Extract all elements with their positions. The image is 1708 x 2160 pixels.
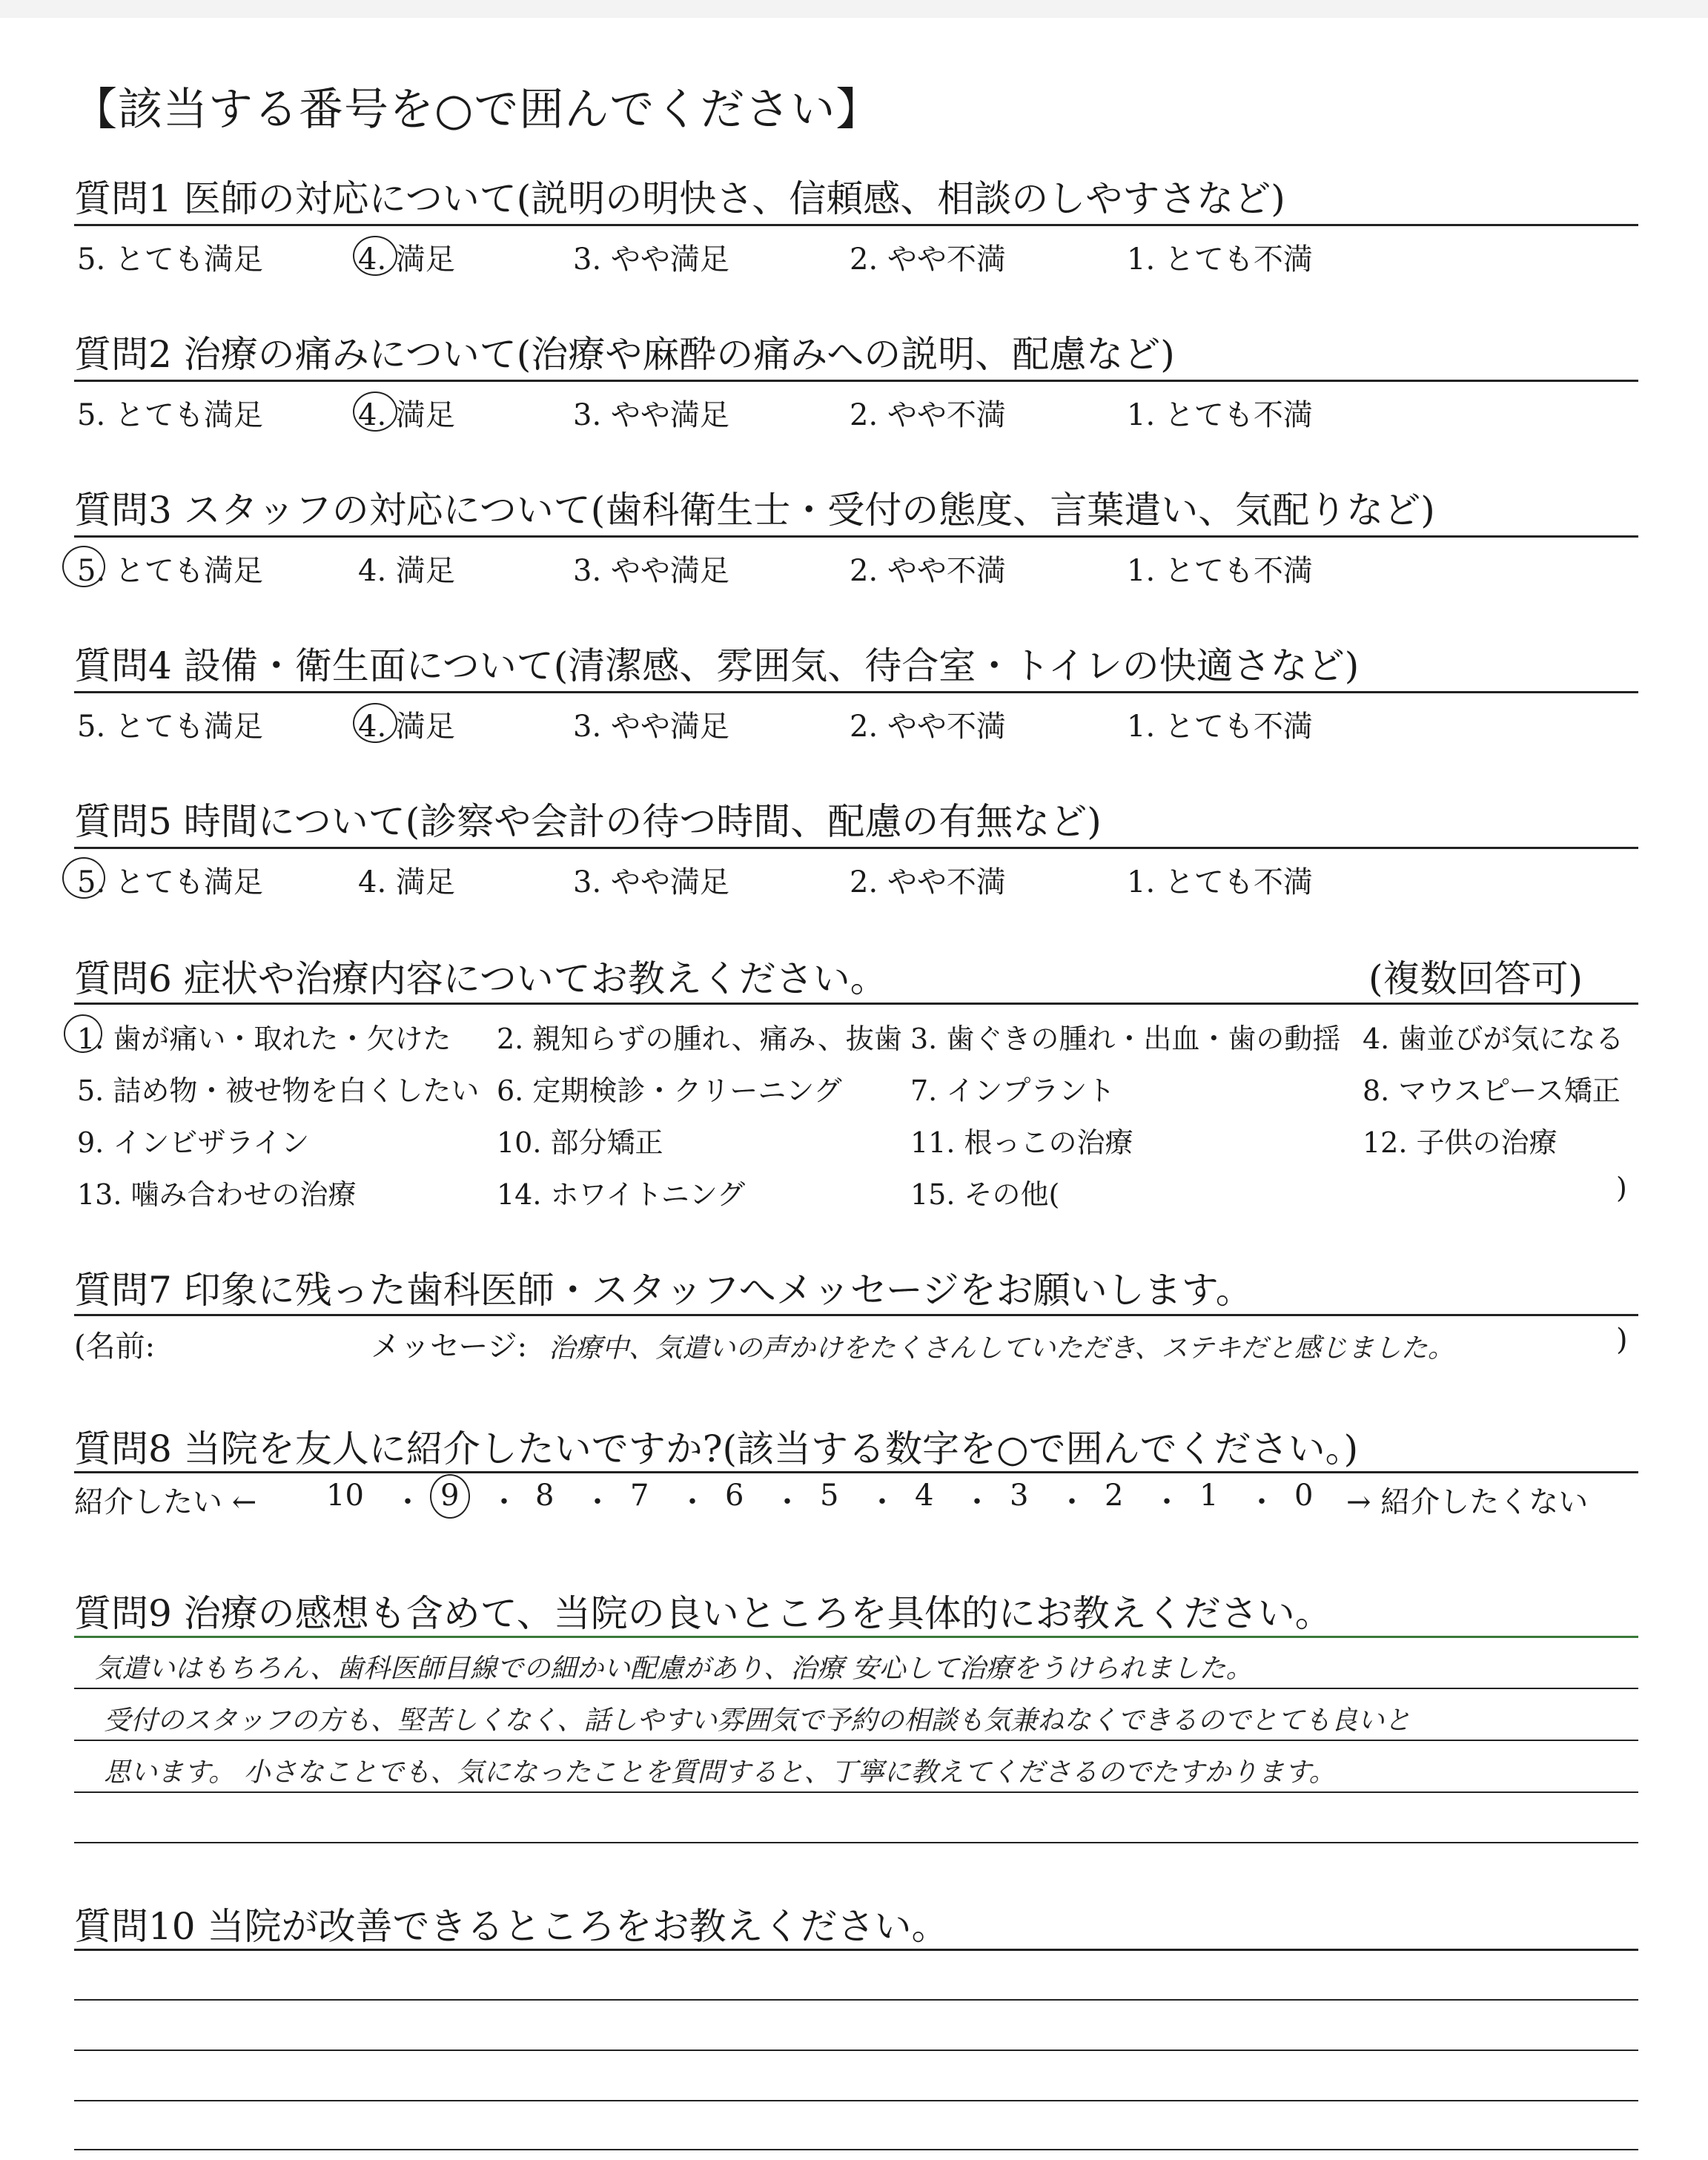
- q9-answer-line-2: 受付のスタッフの方も、堅苦しくなく、話しやすい雰囲気で予約の相談も気兼ねなくできるのでとても良いと: [104, 1705, 1411, 1736]
- q8-dot: ・: [1057, 1485, 1087, 1519]
- q8-dot: ・: [772, 1485, 802, 1519]
- question-4-rule: [74, 691, 1638, 693]
- q6-option-13[interactable]: 13. 噛み合わせの治療: [77, 1178, 357, 1211]
- q2-option-4[interactable]: 4. 満足: [358, 398, 455, 432]
- question-7-title: 質問7 印象に残った歯科医師・スタッフへメッセージをお願いします。: [74, 1269, 1253, 1312]
- q1-selection-circle: [353, 236, 397, 276]
- q6-selection-circle: [64, 1014, 102, 1053]
- q6-option-14[interactable]: 14. ホワイトニング: [497, 1178, 746, 1211]
- q3-option-1[interactable]: 1. とても不満: [1127, 554, 1313, 588]
- q5-option-1[interactable]: 1. とても不満: [1127, 865, 1313, 899]
- q3-option-4[interactable]: 4. 満足: [358, 554, 455, 588]
- q1-option-1[interactable]: 1. とても不満: [1127, 242, 1313, 277]
- q7-message-label: メッセージ:: [371, 1330, 528, 1364]
- q4-option-3[interactable]: 3. やや満足: [573, 710, 729, 744]
- q10-writing-line: [74, 2100, 1638, 2101]
- q1-option-3[interactable]: 3. やや満足: [573, 242, 729, 277]
- question-5-title: 質問5 時間について(診察や会計の待つ時間、配慮の有無など): [74, 800, 1102, 843]
- q6-option-11[interactable]: 11. 根っこの治療: [910, 1126, 1133, 1159]
- q8-dot: ・: [678, 1485, 707, 1519]
- question-6-note: (複数回答可): [1368, 957, 1583, 1000]
- q4-selection-circle: [353, 703, 397, 743]
- question-10-rule: [74, 1949, 1638, 1951]
- q8-value-4[interactable]: 4: [915, 1479, 934, 1513]
- q9-writing-line: [74, 1842, 1638, 1843]
- q3-option-3[interactable]: 3. やや満足: [573, 554, 729, 588]
- q6-option-12[interactable]: 12. 子供の治療: [1363, 1126, 1558, 1159]
- q6-option-15[interactable]: 15. その他(: [910, 1178, 1060, 1211]
- q10-writing-line: [74, 2149, 1638, 2150]
- q8-value-10[interactable]: 10: [326, 1479, 364, 1513]
- q8-dot: ・: [867, 1485, 897, 1519]
- q6-option-9[interactable]: 9. インビザライン: [77, 1126, 310, 1159]
- question-8-rule: [74, 1471, 1638, 1473]
- q8-right-label: → 紹介したくない: [1346, 1485, 1589, 1519]
- q6-option-6[interactable]: 6. 定期検診・クリーニング: [497, 1074, 842, 1107]
- q6-option-7[interactable]: 7. インプラント: [910, 1074, 1116, 1107]
- q4-option-4[interactable]: 4. 満足: [358, 710, 455, 744]
- q8-value-5[interactable]: 5: [820, 1479, 839, 1513]
- q3-option-2[interactable]: 2. やや不満: [850, 554, 1006, 588]
- q8-dot: ・: [1247, 1485, 1277, 1519]
- q2-option-2[interactable]: 2. やや不満: [850, 398, 1006, 432]
- q6-option-4[interactable]: 4. 歯並びが気になる: [1363, 1023, 1624, 1055]
- q7-close-paren: ): [1616, 1323, 1628, 1357]
- q7-name-label: (名前:: [74, 1330, 156, 1364]
- q3-option-5[interactable]: 5. とても満足: [77, 554, 263, 588]
- q8-value-2[interactable]: 2: [1105, 1479, 1124, 1513]
- q6-option-15-close: ): [1616, 1172, 1627, 1204]
- question-3-title: 質問3 スタッフの対応について(歯科衛生士・受付の態度、言葉遣い、気配りなど): [74, 489, 1435, 532]
- question-6-title: 質問6 症状や治療内容についてお教えください。: [74, 957, 887, 1000]
- question-3-rule: [74, 535, 1638, 538]
- q10-writing-line: [74, 2050, 1638, 2051]
- question-8-title: 質問8 当院を友人に紹介したいですか?(該当する数字を○で囲んでください。): [74, 1427, 1359, 1470]
- page-title: 【該当する番号を○で囲んでください】: [73, 84, 881, 136]
- q8-dot: ・: [393, 1485, 423, 1519]
- q4-option-5[interactable]: 5. とても満足: [77, 710, 263, 744]
- q8-value-6[interactable]: 6: [725, 1479, 744, 1513]
- q6-option-2[interactable]: 2. 親知らずの腫れ、痛み、抜歯: [497, 1023, 902, 1055]
- q8-value-8[interactable]: 8: [535, 1479, 555, 1513]
- question-2-title: 質問2 治療の痛みについて(治療や麻酔の痛みへの説明、配慮など): [74, 333, 1175, 376]
- q4-option-2[interactable]: 2. やや不満: [850, 710, 1006, 744]
- q9-answer-line-3: 思います。 小さなことでも、気になったことを質問すると、丁寧に教えてくださるのでたすかります。: [104, 1757, 1336, 1788]
- q8-dot: ・: [962, 1485, 992, 1519]
- q6-option-5[interactable]: 5. 詰め物・被せ物を白くしたい: [77, 1074, 480, 1107]
- q8-dot: ・: [583, 1485, 612, 1519]
- question-5-rule: [74, 847, 1638, 849]
- q9-writing-line: [74, 1791, 1638, 1793]
- question-4-title: 質問4 設備・衛生面について(清潔感、雰囲気、待合室・トイレの快適さなど): [74, 644, 1360, 687]
- q10-writing-line: [74, 1999, 1638, 2001]
- q8-selection-circle: [430, 1474, 470, 1519]
- question-9-title: 質問9 治療の感想も含めて、当院の良いところを具体的にお教えください。: [74, 1592, 1332, 1635]
- q8-value-7[interactable]: 7: [630, 1479, 649, 1513]
- q6-option-8[interactable]: 8. マウスピース矯正: [1363, 1074, 1621, 1107]
- question-2-rule: [74, 380, 1638, 382]
- q5-option-3[interactable]: 3. やや満足: [573, 865, 729, 899]
- q5-option-4[interactable]: 4. 満足: [358, 865, 455, 899]
- q2-option-5[interactable]: 5. とても満足: [77, 398, 263, 432]
- q9-answer-line-1: 気遣いはもちろん、歯科医師目線での細かい配慮があり、治療 安心して治療をうけられました。: [95, 1654, 1253, 1684]
- q6-option-3[interactable]: 3. 歯ぐきの腫れ・出血・歯の動揺: [910, 1023, 1341, 1055]
- q8-value-9[interactable]: 9: [440, 1479, 460, 1513]
- q8-value-3[interactable]: 3: [1010, 1479, 1029, 1513]
- q1-option-5[interactable]: 5. とても満足: [77, 242, 263, 277]
- question-10-title: 質問10 当院が改善できるところをお教えください。: [74, 1905, 949, 1948]
- q5-option-5[interactable]: 5. とても満足: [77, 865, 263, 899]
- q8-value-1[interactable]: 1: [1199, 1479, 1219, 1513]
- q2-option-1[interactable]: 1. とても不満: [1127, 398, 1313, 432]
- q5-option-2[interactable]: 2. やや不満: [850, 865, 1006, 899]
- question-6-rule: [74, 1003, 1638, 1005]
- q8-left-label: 紹介したい ←: [74, 1485, 257, 1519]
- top-band: [0, 0, 1708, 18]
- q1-option-2[interactable]: 2. やや不満: [850, 242, 1006, 277]
- question-9-rule: [74, 1636, 1638, 1638]
- question-1-title: 質問1 医師の対応について(説明の明快さ、信頼感、相談のしやすさなど): [74, 177, 1285, 220]
- q2-selection-circle: [353, 392, 397, 432]
- q1-option-4[interactable]: 4. 満足: [358, 242, 455, 277]
- q7-message-handwritten: 治療中、気遣いの声かけをたくさんしていただき、ステキだと感じました。: [549, 1333, 1454, 1364]
- q8-dot: ・: [1152, 1485, 1182, 1519]
- q6-option-10[interactable]: 10. 部分矯正: [497, 1126, 663, 1159]
- q2-option-3[interactable]: 3. やや満足: [573, 398, 729, 432]
- q4-option-1[interactable]: 1. とても不満: [1127, 710, 1313, 744]
- q5-selection-circle: [62, 857, 105, 899]
- q3-selection-circle: [62, 546, 105, 587]
- q8-dot: ・: [489, 1485, 519, 1519]
- q9-writing-line: [74, 1740, 1638, 1741]
- question-1-rule: [74, 224, 1638, 226]
- q6-option-1[interactable]: 1. 歯が痛い・取れた・欠けた: [77, 1023, 451, 1055]
- question-7-rule: [74, 1314, 1638, 1316]
- q9-writing-line: [74, 1688, 1638, 1689]
- q8-value-0[interactable]: 0: [1294, 1479, 1314, 1513]
